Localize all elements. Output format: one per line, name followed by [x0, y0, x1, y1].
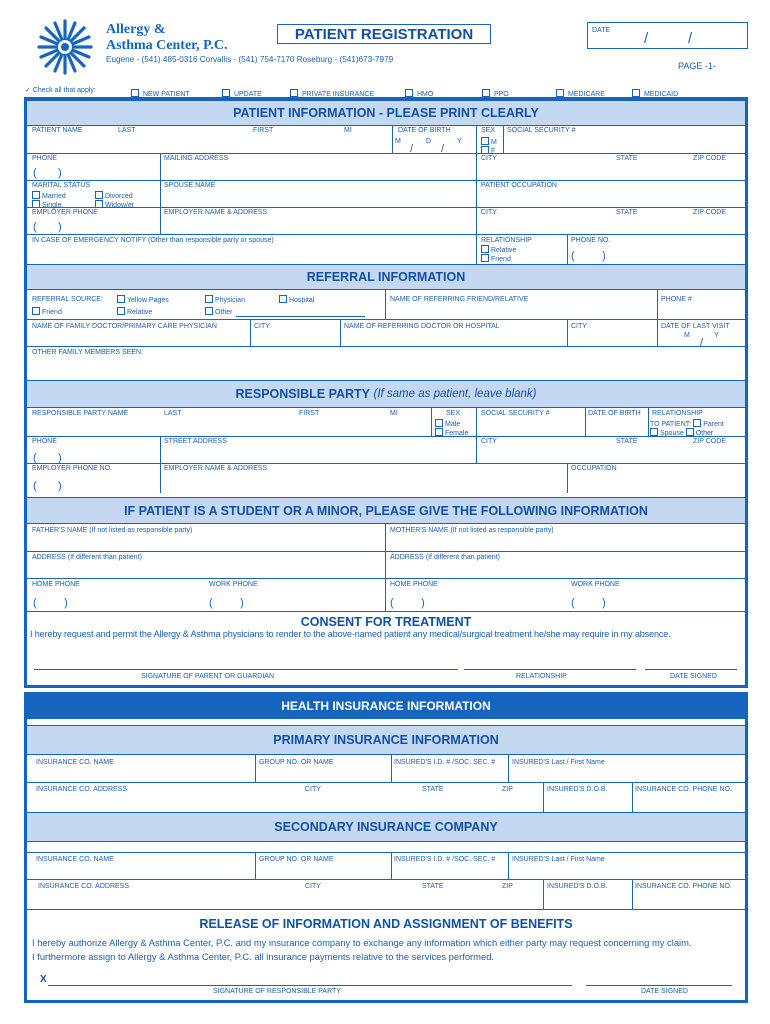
- org-name-line2: Asthma Center, P.C.: [106, 38, 228, 53]
- checkbox-icon: [95, 200, 103, 208]
- zip-label: ZIP: [502, 883, 513, 890]
- mi-label: MI: [344, 127, 352, 134]
- form-title: PATIENT REGISTRATION: [277, 24, 491, 44]
- row-divider: [27, 879, 745, 880]
- last-visit-y: Y: [714, 332, 719, 339]
- col-divider: [250, 319, 251, 346]
- col-divider: [255, 755, 256, 782]
- phone-parens: ( ): [209, 597, 244, 609]
- minor-info-heading: IF PATIENT IS A STUDENT OR A MINOR, PLEASE GIVE THE FOLLOWING INFORMATION: [27, 497, 745, 524]
- row-divider: [27, 578, 745, 579]
- checkbox-icon: [693, 419, 701, 427]
- col-divider: [160, 207, 161, 234]
- health-insurance-heading: HEALTH INSURANCE INFORMATION: [24, 692, 748, 719]
- insured-id-label: INSURED'S I.D. # /SOC. SEC. #: [394, 856, 496, 863]
- other-ref-check[interactable]: [205, 307, 233, 317]
- col-divider: [160, 463, 161, 493]
- phone-parens: ( ): [33, 221, 62, 233]
- father-home-phone-label: HOME PHONE: [32, 581, 80, 588]
- dob-m-label: M: [395, 138, 401, 145]
- phone-parens: ( ): [390, 597, 425, 609]
- date-slash-1: /: [644, 30, 649, 47]
- dob-slash: /: [441, 143, 445, 155]
- date-box[interactable]: [587, 22, 748, 49]
- checkbox-icon: [405, 89, 413, 97]
- phone-label: PHONE: [32, 155, 57, 162]
- col-divider: [160, 153, 161, 180]
- last-visit-m: M: [684, 332, 690, 339]
- checkbox-icon: [131, 89, 139, 97]
- checkbox-icon: [481, 254, 489, 262]
- phone-parens: ( ): [571, 597, 606, 609]
- insurance-co-address-label: INSURANCE CO. ADDRESS: [36, 786, 128, 793]
- responsible-signature-line[interactable]: [48, 985, 572, 986]
- check-label: Yellow Pages: [127, 297, 169, 304]
- hospital-check[interactable]: [279, 295, 314, 305]
- guardian-signature-label: SIGNATURE OF PARENT OR GUARDIAN: [141, 673, 275, 680]
- mother-work-phone-label: WORK PHONE: [571, 581, 620, 588]
- employer-phone-label: EMPLOYER PHONE NO.: [32, 465, 113, 472]
- referring-doctor-label: NAME OF REFERRING DOCTOR OR HOSPITAL: [344, 323, 500, 330]
- relationship-label: RELATIONSHIP: [652, 410, 703, 417]
- check-label: Female: [445, 430, 469, 437]
- checkbox-icon: [117, 295, 125, 303]
- insurance-co-name-label: INSURANCE CO. NAME: [36, 856, 114, 863]
- employer-name-label: EMPLOYER NAME & ADDRESS: [164, 465, 268, 472]
- phone-label: PHONE: [32, 438, 57, 445]
- city-label: CITY: [481, 155, 497, 162]
- col-divider: [385, 524, 386, 611]
- check-all-label: ✓ Check all that apply:: [25, 87, 96, 94]
- date-slash-2: /: [688, 30, 693, 47]
- check-label: Friend: [42, 309, 62, 316]
- state-label: STATE: [616, 438, 638, 445]
- col-divider: [385, 290, 386, 319]
- row-divider: [27, 852, 745, 853]
- group-number-label: GROUP NO. OR NAME: [259, 856, 334, 863]
- col-divider: [567, 319, 568, 346]
- father-name-label: FATHER'S NAME (If not listed as responsible party): [32, 527, 193, 534]
- col-divider: [543, 782, 544, 812]
- col-divider: [476, 180, 477, 207]
- phone-parens: ( ): [33, 480, 62, 492]
- checkbox-icon: [686, 428, 694, 436]
- check-label: Other: [695, 430, 714, 437]
- checkbox-icon: [32, 307, 40, 315]
- col-divider: [567, 234, 568, 264]
- checkbox-icon: [556, 89, 564, 97]
- checkbox-icon: [482, 89, 490, 97]
- col-divider: [160, 180, 161, 207]
- responsible-signature-label: SIGNATURE OF RESPONSIBLE PARTY: [213, 988, 341, 995]
- check-label: Single: [42, 202, 62, 209]
- row-divider: [27, 234, 745, 235]
- dob-label: DATE OF BIRTH: [398, 127, 451, 134]
- insured-id-label: INSURED'S I.D. # /SOC. SEC. #: [394, 759, 496, 766]
- state-label: STATE: [616, 155, 638, 162]
- responsible-heading-note: (If same as patient, leave blank): [373, 388, 537, 400]
- referral-heading: REFERRAL INFORMATION: [27, 264, 745, 290]
- row-divider: [27, 436, 745, 437]
- check-label: NEW PATIENT: [142, 91, 190, 98]
- spouse-name-label: SPOUSE NAME: [164, 182, 216, 189]
- phone-no-label: PHONE NO.: [571, 237, 611, 244]
- check-label: Spouse: [660, 430, 684, 437]
- zip-label: ZIP: [502, 786, 513, 793]
- friend-ref-check[interactable]: [32, 307, 62, 317]
- check-label: Married: [42, 193, 66, 200]
- last-visit-label: DATE OF LAST VISIT: [661, 323, 730, 330]
- checkbox-icon: [290, 89, 298, 97]
- checkbox-icon: [481, 245, 489, 253]
- visit-slash: /: [700, 337, 704, 349]
- relationship-line[interactable]: [464, 669, 636, 670]
- check-label: Other: [215, 309, 233, 316]
- first-name-label: FIRST: [299, 410, 320, 417]
- group-number-label: GROUP NO. OR NAME: [259, 759, 334, 766]
- page-number: PAGE -1-: [678, 61, 716, 71]
- date-label: DATE: [592, 27, 611, 34]
- mother-home-phone-label: HOME PHONE: [390, 581, 438, 588]
- ssn-label: SOCIAL SECURITY #: [481, 410, 550, 417]
- checkbox-icon: [279, 295, 287, 303]
- col-divider: [391, 852, 392, 879]
- city-label: CITY: [305, 786, 321, 793]
- release-text-line1: I hereby authorize Allergy & Asthma Center, P.C. and my insurance company to exchange any information which either party may request concerning my claim.: [32, 937, 692, 948]
- check-label: M: [491, 139, 497, 146]
- row-divider: [27, 782, 745, 783]
- office-phones: Eugene - (541) 485-0316 Corvallis - (541) 754-7170 Roseburg - (541)673-7979: [106, 55, 394, 64]
- col-divider: [657, 319, 658, 346]
- last-name-label: LAST: [164, 410, 182, 417]
- primary-insurance-heading: PRIMARY INSURANCE INFORMATION: [27, 725, 745, 755]
- checkbox-icon: [481, 146, 489, 154]
- occupation-label: OCCUPATION: [571, 465, 617, 472]
- release-date-label: DATE SIGNED: [641, 988, 688, 995]
- col-divider: [632, 879, 633, 909]
- row-divider: [27, 346, 745, 347]
- employer-name-label: EMPLOYER NAME & ADDRESS: [164, 209, 268, 216]
- zip-label: ZIP CODE: [693, 155, 726, 162]
- referring-friend-label: NAME OF REFERRING FRIEND/RELATIVE: [390, 296, 529, 303]
- state-label: STATE: [422, 883, 444, 890]
- guardian-signature-line[interactable]: [34, 669, 458, 670]
- state-label: STATE: [422, 786, 444, 793]
- mother-address-label: ADDRESS (If different than patient): [390, 554, 500, 561]
- col-divider: [632, 782, 633, 812]
- father-address-label: ADDRESS (If different than patient): [32, 554, 142, 561]
- col-divider: [508, 852, 509, 879]
- city-label: CITY: [481, 438, 497, 445]
- first-name-label: FIRST: [253, 127, 274, 134]
- check-label: Widow/er: [105, 202, 135, 209]
- zip-label: ZIP CODE: [693, 438, 726, 445]
- checkbox-icon: [650, 428, 658, 436]
- responsible-heading-text: RESPONSIBLE PARTY: [235, 387, 371, 401]
- checkbox-icon: [481, 137, 489, 145]
- col-divider: [476, 408, 477, 436]
- city-label: CITY: [305, 883, 321, 890]
- row-divider: [27, 319, 745, 320]
- clinic-logo: [36, 18, 94, 76]
- check-label: F: [491, 148, 496, 155]
- dob-label: DATE OF BIRTH: [588, 410, 641, 417]
- consent-text: I hereby request and permit the Allergy & Asthma physicians to render to the above-named patient any medical/surgical treatment he/she may require in my absence.: [30, 629, 671, 639]
- row-divider: [27, 207, 745, 208]
- insurance-phone-label: INSURANCE CO. PHONE NO.: [635, 883, 732, 890]
- checkbox-icon: [95, 191, 103, 199]
- checkbox-icon: [205, 307, 213, 315]
- other-underline[interactable]: [236, 316, 365, 317]
- row-divider: [27, 463, 745, 464]
- sex-label: SEX: [446, 410, 461, 417]
- insured-name-label: INSURED'S Last / First Name: [512, 759, 605, 766]
- other-family-label: OTHER FAMILY MEMBERS SEEN:: [32, 349, 143, 356]
- col-divider: [585, 408, 586, 436]
- phone-parens: ( ): [33, 452, 62, 464]
- yellow-pages-check[interactable]: [117, 295, 169, 305]
- release-date-line[interactable]: [586, 985, 732, 986]
- row-divider: [27, 909, 745, 910]
- insured-dob-label: INSURED'S D.O.B.: [547, 786, 608, 793]
- date-signed-line[interactable]: [645, 669, 737, 670]
- col-divider: [391, 755, 392, 782]
- checkbox-icon: [32, 191, 40, 199]
- check-label: Parent: [703, 421, 724, 428]
- col-divider: [476, 234, 477, 264]
- col-divider: [543, 879, 544, 909]
- occupation-label: PATIENT OCCUPATION: [481, 182, 557, 189]
- col-divider: [508, 755, 509, 782]
- emergency-contact-label: IN CASE OF EMERGENCY NOTIFY (Other than responsible party or spouse): [32, 237, 274, 244]
- last-name-label: LAST: [118, 127, 136, 134]
- col-divider: [657, 290, 658, 319]
- dob-d-label: D: [426, 138, 432, 145]
- referral-phone-label: PHONE #: [661, 296, 692, 303]
- mother-name-label: MOTHER'S NAME (If not listed as responsible party): [390, 527, 554, 534]
- insured-name-label: INSURED'S Last / First Name: [512, 856, 605, 863]
- secondary-insurance-heading: SECONDARY INSURANCE COMPANY: [27, 812, 745, 842]
- referral-source-label: REFERRAL SOURCE:: [32, 296, 103, 303]
- state-label: STATE: [616, 209, 638, 216]
- row-divider: [27, 153, 745, 154]
- zip-label: ZIP CODE: [693, 209, 726, 216]
- checkbox-icon: [435, 428, 443, 436]
- patient-info-heading: PATIENT INFORMATION - PLEASE PRINT CLEARLY: [27, 100, 745, 126]
- checkbox-icon: [32, 200, 40, 208]
- col-divider: [431, 408, 432, 436]
- relationship-label: RELATIONSHIP: [481, 237, 532, 244]
- check-label: UPDATE: [233, 91, 262, 98]
- dob-y-label: Y: [457, 138, 462, 145]
- phone-parens: ( ): [571, 250, 606, 262]
- col-divider: [567, 463, 568, 493]
- col-divider: [255, 852, 256, 879]
- city-label: CITY: [481, 209, 497, 216]
- check-label: Male: [445, 421, 461, 428]
- col-divider: [392, 126, 393, 153]
- mailing-address-label: MAILING ADDRESS: [164, 155, 229, 162]
- check-label: MEDICAID: [643, 91, 679, 98]
- consent-heading: CONSENT FOR TREATMENT: [300, 615, 472, 629]
- to-patient-text: TO PATIENT:: [650, 421, 692, 428]
- checkbox-icon: [435, 419, 443, 427]
- check-label: Relative: [491, 247, 517, 254]
- check-label: Friend: [491, 256, 511, 263]
- col-divider: [503, 126, 504, 153]
- city-label: CITY: [571, 323, 587, 330]
- check-label: PPO: [493, 91, 509, 98]
- widow-check[interactable]: [95, 200, 134, 210]
- marital-status-label: MARITAL STATUS: [32, 182, 91, 189]
- col-divider: [476, 207, 477, 234]
- col-divider: [340, 319, 341, 346]
- row-divider: [27, 551, 745, 552]
- check-label: MEDICARE: [567, 91, 605, 98]
- insured-dob-label: INSURED'S D.O.B.: [547, 883, 608, 890]
- dob-slash: /: [410, 143, 414, 155]
- city-label: CITY: [254, 323, 270, 330]
- col-divider: [648, 408, 649, 436]
- father-work-phone-label: WORK PHONE: [209, 581, 258, 588]
- checkbox-icon: [205, 295, 213, 303]
- check-label: HMO: [416, 91, 434, 98]
- release-text-line2: I furthermore assign to Allergy & Asthma Center, P.C. all insurance payments relative to the services performed.: [32, 951, 495, 962]
- insurance-phone-label: INSURANCE CO. PHONE NO.: [635, 786, 732, 793]
- col-divider: [476, 153, 477, 180]
- col-divider: [476, 436, 477, 463]
- employer-phone-label: EMPLOYER PHONE: [32, 209, 98, 216]
- row-divider: [27, 180, 745, 181]
- phone-parens: ( ): [33, 597, 68, 609]
- relationship-label: RELATIONSHIP: [516, 673, 567, 680]
- check-label: Divorced: [105, 193, 133, 200]
- check-label: Hospital: [289, 297, 315, 304]
- checkbox-icon: [117, 307, 125, 315]
- insurance-co-name-label: INSURANCE CO. NAME: [36, 759, 114, 766]
- patient-name-label: PATIENT NAME: [32, 127, 83, 134]
- friend-check[interactable]: [481, 254, 511, 264]
- responsible-name-label: RESPONSIBLE PARTY NAME: [32, 410, 129, 417]
- relative-ref-check[interactable]: [117, 307, 152, 317]
- ssn-label: SOCIAL SECURITY #: [507, 127, 576, 134]
- col-divider: [160, 436, 161, 463]
- physician-check[interactable]: [205, 295, 245, 305]
- mi-label: MI: [390, 410, 398, 417]
- checkbox-icon: [222, 89, 230, 97]
- row-divider: [27, 611, 745, 612]
- sex-label: SEX: [481, 127, 496, 134]
- date-signed-label: DATE SIGNED: [670, 673, 717, 680]
- family-doctor-label: NAME OF FAMILY DOCTOR/PRIMARY CARE PHYSICIAN: [32, 323, 217, 330]
- phone-parens: ( ): [33, 167, 62, 179]
- responsible-party-heading: [27, 380, 745, 408]
- check-label: Physician: [215, 297, 245, 304]
- insurance-co-address-label: INSURANCE CO. ADDRESS: [38, 883, 130, 890]
- checkbox-icon: [632, 89, 640, 97]
- check-label: Relative: [127, 309, 153, 316]
- street-address-label: STREET ADDRESS: [164, 438, 227, 445]
- release-heading: RELEASE OF INFORMATION AND ASSIGNMENT OF BENEFITS: [199, 917, 573, 931]
- signature-x-mark: X: [40, 974, 47, 985]
- col-divider: [476, 126, 477, 153]
- check-label: PRIVATE INSURANCE: [301, 91, 375, 98]
- org-name-line1: Allergy &: [106, 22, 166, 37]
